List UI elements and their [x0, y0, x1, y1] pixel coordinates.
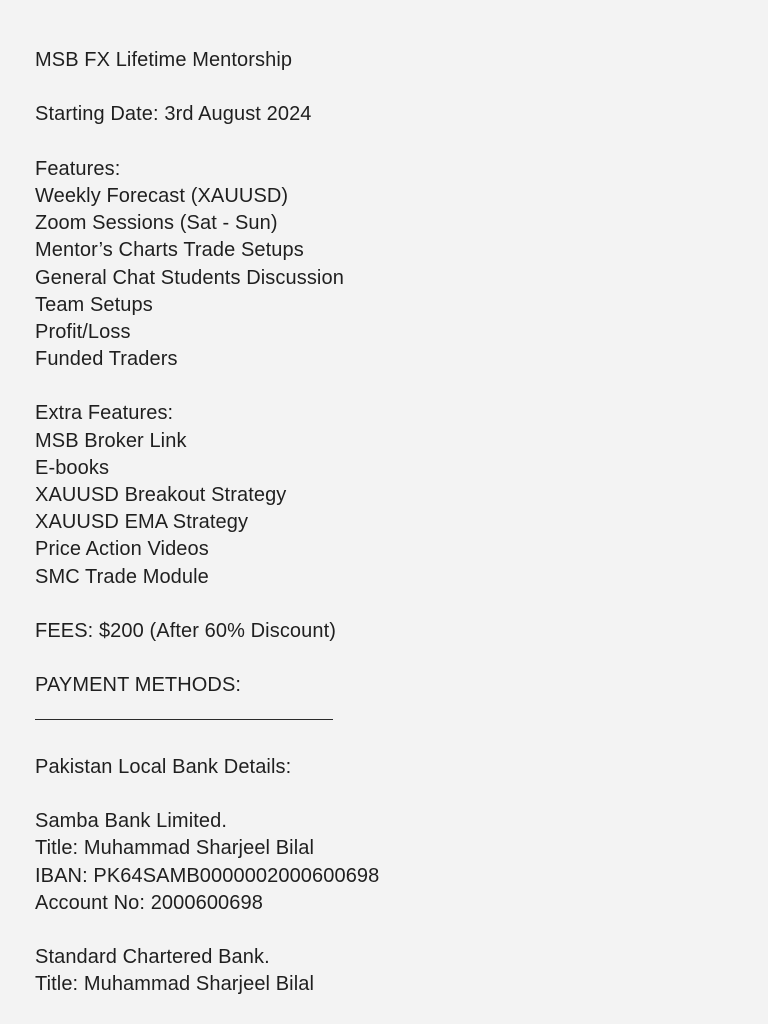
bank-account-title: Title: Muhammad Sharjeel Bilal [35, 837, 315, 860]
feature-item: Zoom Sessions (Sat - Sun) [35, 212, 278, 235]
bank-account-number: Account No: 2000600698 [35, 891, 263, 914]
extra-feature-item: E-books [35, 456, 110, 479]
spacer [35, 645, 735, 672]
spacer [35, 129, 735, 156]
extra-feature-item: XAUUSD EMA Strategy [35, 511, 249, 534]
payment-methods-heading: PAYMENT METHODS: [35, 674, 242, 697]
fees-line: FEES: $200 (After 60% Discount) [35, 619, 337, 642]
spacer [35, 781, 735, 808]
feature-item: Weekly Forecast (XAUUSD) [35, 184, 289, 207]
spacer [35, 591, 735, 618]
bank-name: Standard Chartered Bank. [35, 946, 270, 969]
spacer [35, 727, 735, 754]
extra-feature-item: MSB Broker Link [35, 429, 187, 452]
spacer [35, 74, 735, 101]
feature-item: General Chat Students Discussion [35, 266, 344, 289]
feature-item: Team Setups [35, 293, 153, 316]
local-bank-heading: Pakistan Local Bank Details: [35, 755, 292, 778]
bank-account-title: Title: Muhammad Sharjeel Bilal [35, 973, 315, 996]
extra-feature-item: XAUUSD Breakout Strategy [35, 484, 287, 506]
starting-date: Starting Date: 3rd August 2024 [35, 103, 312, 126]
extra-feature-item: Price Action Videos [35, 538, 209, 561]
extra-features-heading: Extra Features: [35, 402, 174, 425]
feature-item: Funded Traders [35, 348, 178, 371]
spacer [35, 373, 735, 400]
underline-divider [35, 700, 735, 727]
feature-item: Mentor’s Charts Trade Setups [35, 239, 304, 262]
spacer [35, 917, 735, 944]
feature-item: Profit/Loss [35, 320, 131, 343]
document-body [35, 47, 735, 999]
extra-feature-item: SMC Trade Module [35, 565, 209, 588]
bank-iban: IBAN: PK64SAMB0000002000600698 [35, 864, 380, 887]
features-heading: Features: [35, 157, 121, 180]
bank-name: Samba Bank Limited. [35, 810, 227, 833]
document-title: MSB FX Lifetime Mentorship [35, 49, 293, 71]
